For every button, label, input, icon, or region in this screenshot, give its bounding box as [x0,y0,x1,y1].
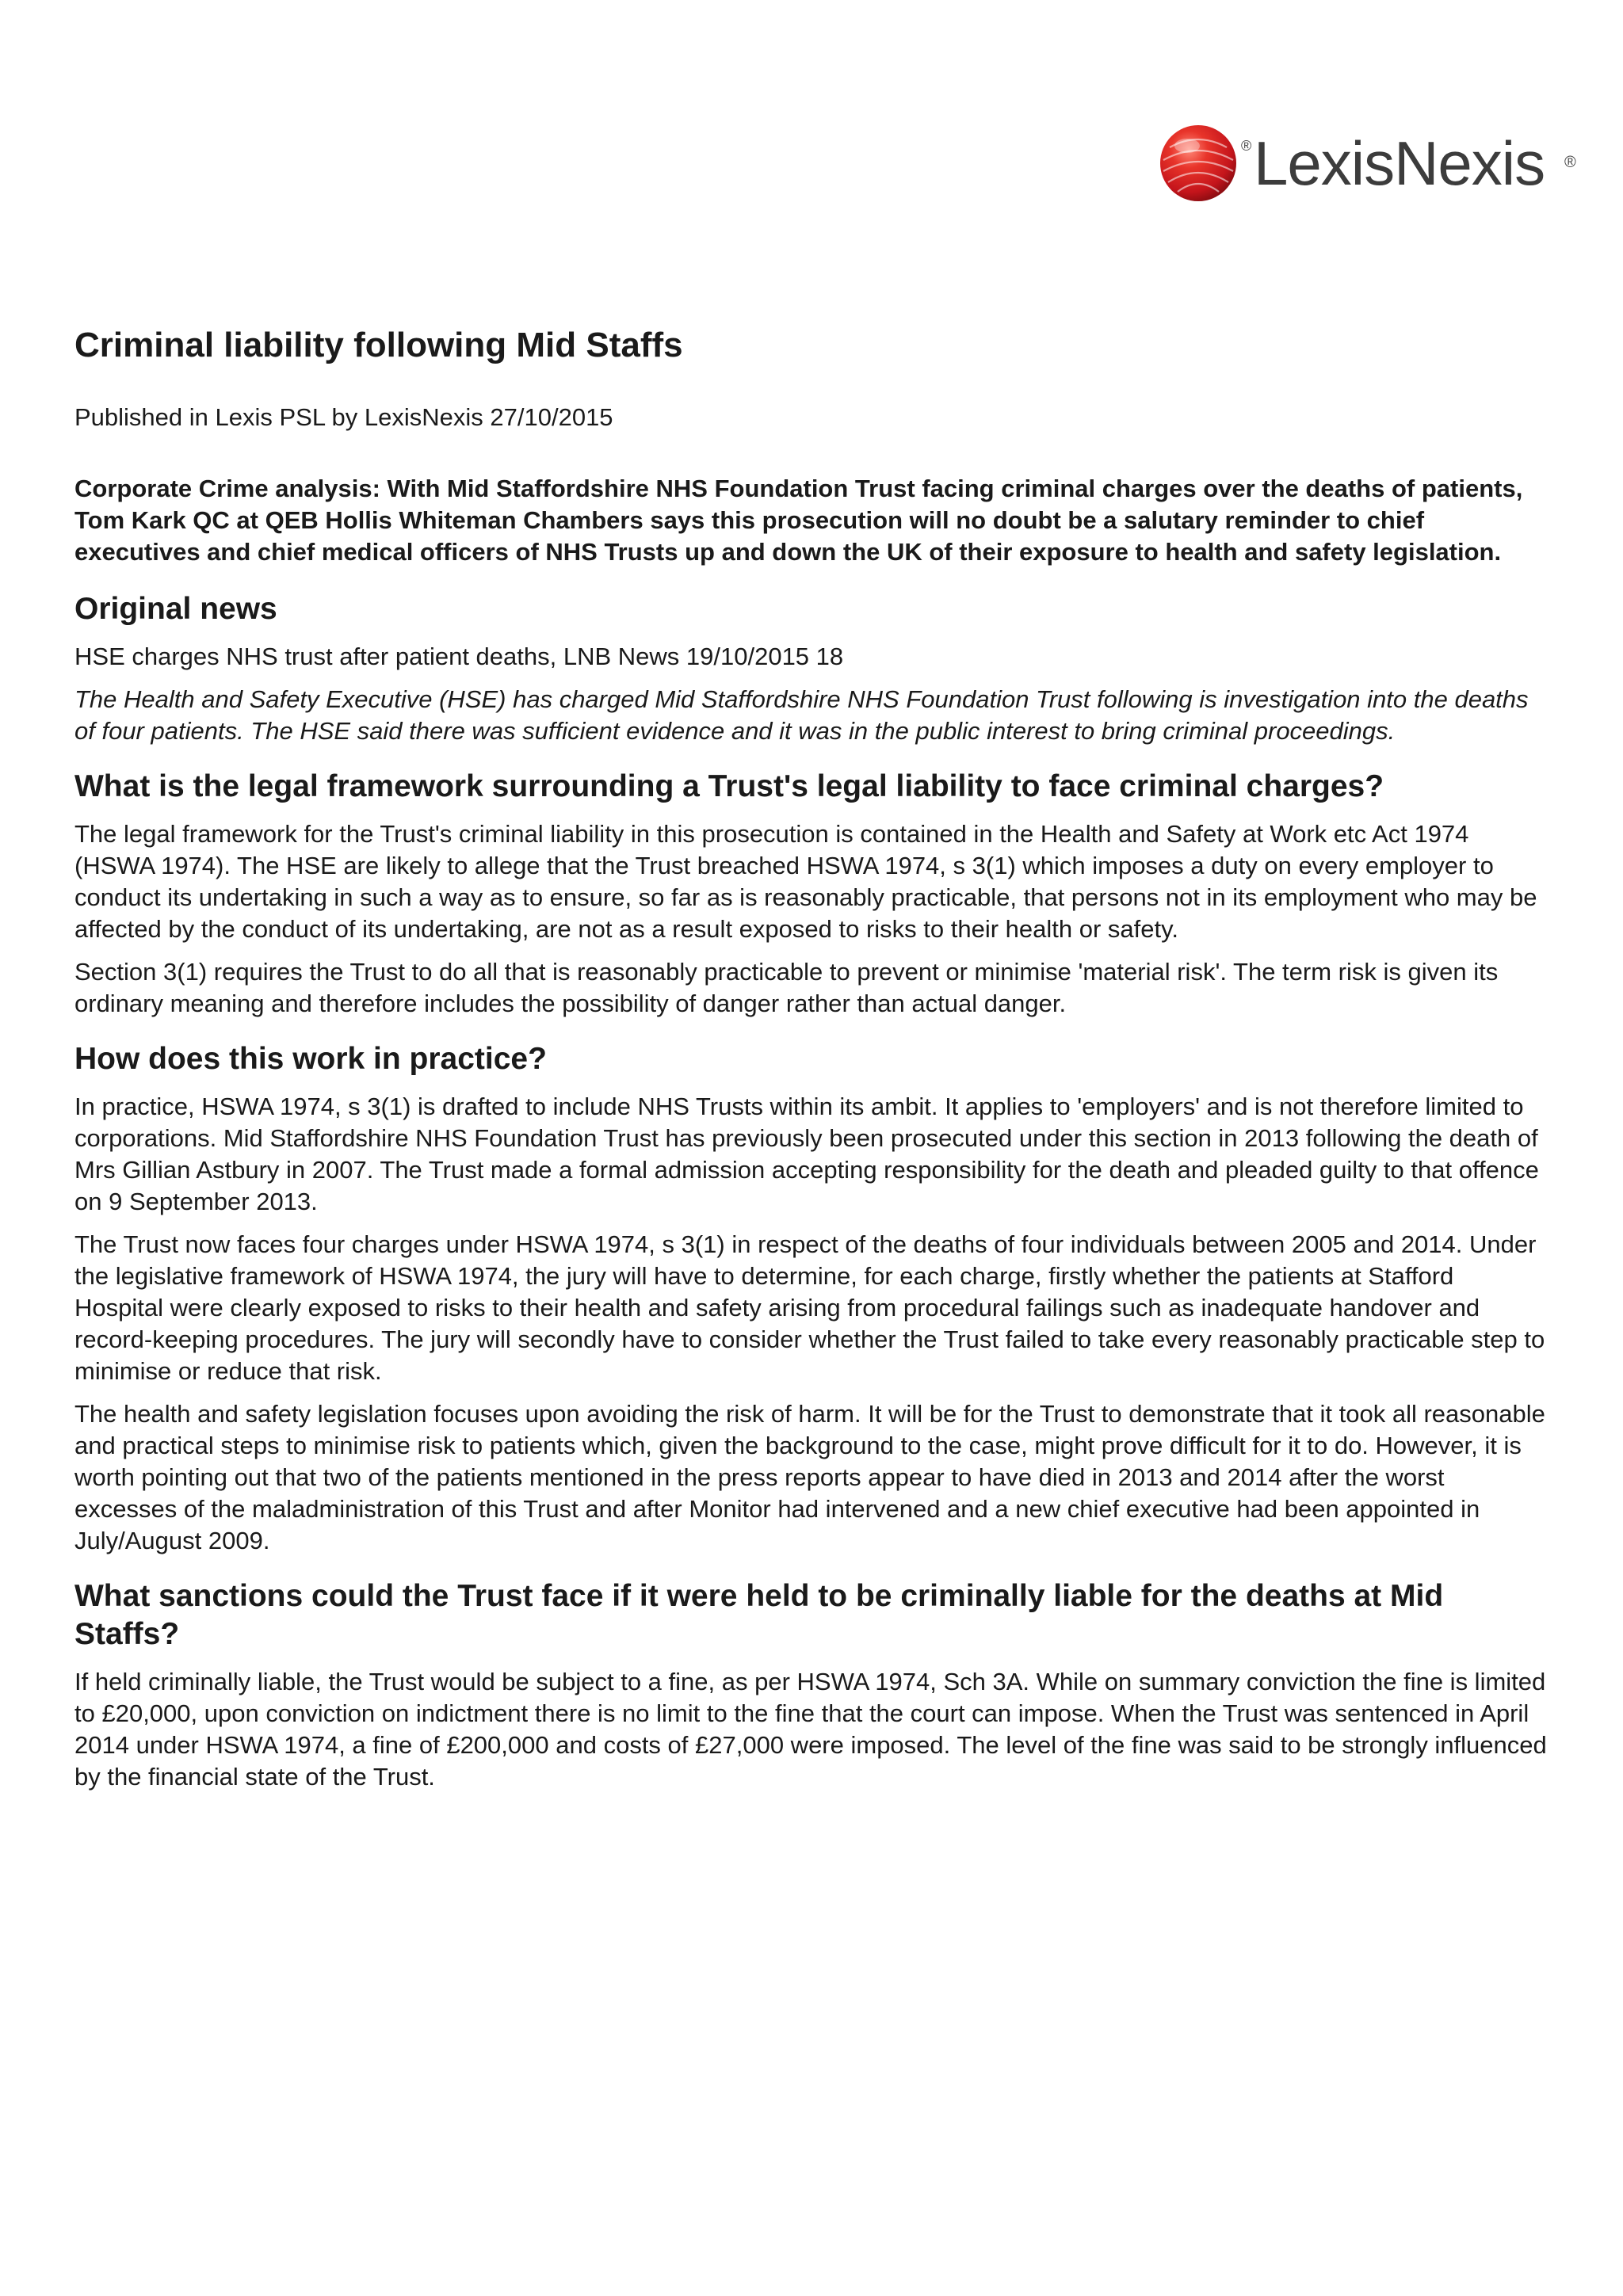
publication-line: Published in Lexis PSL by LexisNexis 27/10/2015 [74,403,613,431]
article-title: Criminal liability following Mid Staffs [74,326,683,364]
section-heading-original-news: Original news [74,592,277,626]
body-paragraph: The health and safety legislation focuses upon avoiding the risk of harm. It will be for the Trust to demonstrate that it took all reasonable and practical steps to minimise risk to patients which, given the background to the case, might prove difficult for it to do. However, it is worth pointing out that two of the patients mentioned in the press reports appear to have died in 2013 and 2014 after the worst excesses of the maladministration of this Trust and after Monitor had intervened and a new chief executive had been appointed in July/August 2009. [74,1400,1545,1554]
logo-registered-mark: ® [1564,154,1576,171]
logo-wordmark: LexisNexis [1254,128,1545,198]
body-paragraph: The Trust now faces four charges under HSWA 1974, s 3(1) in respect of the deaths of four individuals between 2005 and 2014. Under the legislative framework of HSWA 1974, the jury will have to determine, for each charge, firstly whether the patients at Stafford Hospital were clearly exposed to risks to their health and safety arising from procedural failings such as inadequate handover and record-keeping procedures. The jury will secondly have to consider whether the Trust failed to take every reasonably practicable step to minimise or reduce that risk. [74,1230,1545,1385]
article [74,323,1549,1804]
body-paragraph: Section 3(1) requires the Trust to do all that is reasonably practicable to prevent or minimise 'material risk'. The term risk is given its ordinary meaning and therefore includes the possibility of danger rather than actual danger. [74,958,1499,1017]
news-summary: The Health and Safety Executive (HSE) has charged Mid Staffordshire NHS Foundation Trust following is investigation into the deaths of four patients. The HSE said there was sufficient evidence and it was in the public interest to bring criminal proceedings. [74,685,1529,745]
lexisnexis-logo [1159,120,1587,209]
article-lead: Corporate Crime analysis: With Mid Staffordshire NHS Foundation Trust facing criminal charges over the deaths of patients, Tom Kark QC at QEB Hollis Whiteman Chambers says this prosecution will no doubt be a salutary reminder to chief executives and chief medical officers of NHS Trusts up and down the UK of their exposure to health and safety legislation. [74,475,1523,566]
logo-sphere-registered-mark: ® [1241,138,1252,154]
news-reference: HSE charges NHS trust after patient deaths, LNB News 19/10/2015 18 [74,643,844,670]
body-paragraph: If held criminally liable, the Trust would be subject to a fine, as per HSWA 1974, Sch 3A. While on summary conviction the fine is limited to £20,000, upon conviction on indictment there is no limit to the fine that the court can impose. When the Trust was sentenced in April 2014 under HSWA 1974, a fine of £200,000 and costs of £27,000 were imposed. The level of the fine was said to be strongly influenced by the financial state of the Trust. [74,1668,1547,1791]
body-paragraph: The legal framework for the Trust's criminal liability in this prosecution is contained in the Health and Safety at Work etc Act 1974 (HSWA 1974). The HSE are likely to allege that the Trust breached HSWA 1974, s 3(1) which imposes a duty on every employer to conduct its undertaking in such a way as to ensure, so far as is reasonably practicable, that persons not in its employment who may be affected by the conduct of its undertaking, are not as a result exposed to risks to their health or safety. [74,820,1537,943]
section-heading-sanctions: What sanctions could the Trust face if it were held to be criminally liable for the deaths at Mid Staffs? [74,1579,1444,1651]
body-paragraph: In practice, HSWA 1974, s 3(1) is drafted to include NHS Trusts within its ambit. It applies to 'employers' and is not therefore limited to corporations. Mid Staffordshire NHS Foundation Trust has previously been prosecuted under this section in 2013 following the death of Mrs Gillian Astbury in 2007. The Trust made a formal admission accepting responsibility for the death and pleaded guilty to that offence on 9 September 2013. [74,1093,1539,1215]
section-heading-legal-framework: What is the legal framework surrounding a Trust's legal liability to face criminal charges? [74,769,1384,803]
lexisnexis-sphere-icon [1159,124,1238,203]
section-heading-in-practice: How does this work in practice? [74,1042,547,1076]
